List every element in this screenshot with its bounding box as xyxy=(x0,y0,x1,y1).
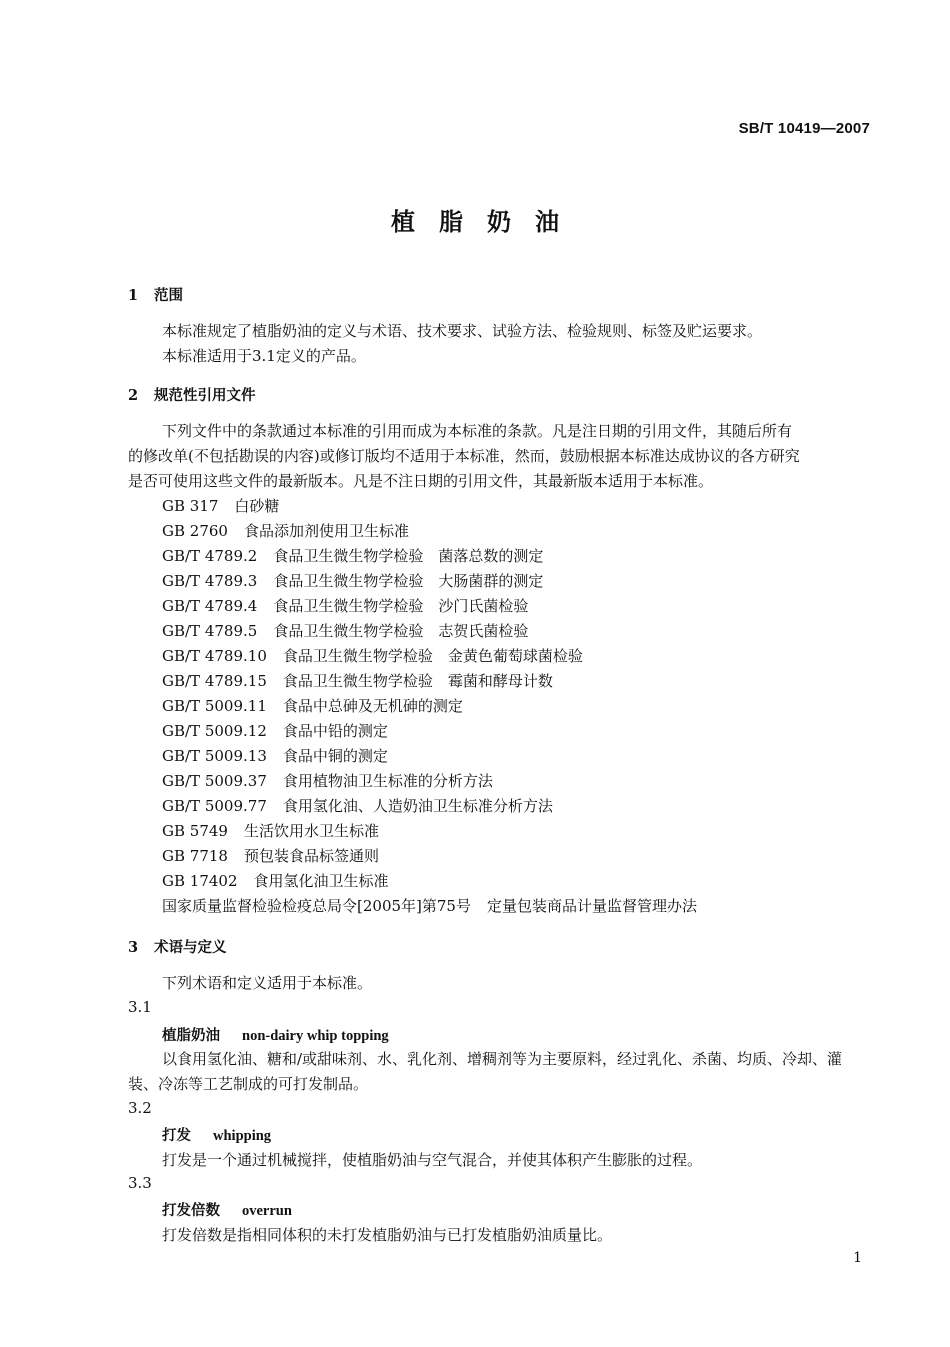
reference-item xyxy=(162,570,543,591)
reference-item xyxy=(162,495,279,516)
reference-name: 食品卫生微生物学检验 霉菌和酵母计数 xyxy=(282,672,553,690)
reference-code: GB/T 4789.2 xyxy=(162,547,258,565)
reference-name: 定量包装商品计量监督管理办法 xyxy=(486,897,697,915)
reference-item xyxy=(162,820,379,841)
reference-code: GB 7718 xyxy=(162,847,228,865)
reference-name: 食用植物油卫生标准的分析方法 xyxy=(282,772,493,790)
reference-item xyxy=(162,695,463,716)
term-en: whipping xyxy=(213,1128,272,1144)
reference-name: 食品添加剂使用卫生标准 xyxy=(243,522,409,540)
section-title: 范围 xyxy=(154,287,183,304)
reference-item xyxy=(162,620,528,641)
term-3-3-number: 3.3 xyxy=(128,1174,152,1192)
term-3-1-definition-line-2: 装、冷冻等工艺制成的可打发制品。 xyxy=(128,1075,369,1093)
reference-code: GB 17402 xyxy=(162,872,238,890)
reference-name: 食品中总砷及无机砷的测定 xyxy=(282,697,463,715)
reference-code: GB/T 4789.15 xyxy=(162,672,267,690)
reference-name: 白砂糖 xyxy=(234,497,280,515)
term-zh: 打发 xyxy=(162,1127,191,1144)
section-2-heading xyxy=(128,384,256,405)
term-3-1-number: 3.1 xyxy=(128,998,152,1016)
reference-name: 食用氢化油卫生标准 xyxy=(253,872,389,890)
reference-item xyxy=(162,520,409,541)
reference-code: GB/T 4789.10 xyxy=(162,647,267,665)
reference-code: GB 317 xyxy=(162,497,219,515)
reference-name: 食品卫生微生物学检验 大肠菌群的测定 xyxy=(273,572,544,590)
reference-name: 食品卫生微生物学检验 志贺氏菌检验 xyxy=(273,622,529,640)
reference-item xyxy=(162,770,493,791)
reference-item xyxy=(162,720,388,741)
term-3-2-title xyxy=(162,1124,271,1145)
reference-name: 食品卫生微生物学检验 沙门氏菌检验 xyxy=(273,597,529,615)
section-3-heading xyxy=(128,936,227,957)
references-intro-line-1: 下列文件中的条款通过本标准的引用而成为本标准的条款。凡是注日期的引用文件，其随后所有 xyxy=(162,422,793,440)
reference-item xyxy=(162,795,553,816)
section-number: 3 xyxy=(128,939,139,956)
reference-code: GB 2760 xyxy=(162,522,228,540)
term-3-2-number: 3.2 xyxy=(128,1099,152,1117)
reference-name: 食品中铜的测定 xyxy=(282,747,388,765)
term-3-1-title xyxy=(162,1024,389,1045)
page-number: 1 xyxy=(853,1250,862,1266)
document-title: 植脂奶油 xyxy=(391,207,583,236)
references-intro-line-3: 是否可使用这些文件的最新版本。凡是不注日期的引用文件，其最新版本适用于本标准。 xyxy=(128,472,714,490)
reference-name: 生活饮用水卫生标准 xyxy=(243,822,379,840)
scope-paragraph-2: 本标准适用于3.1定义的产品。 xyxy=(162,347,366,365)
reference-code: GB/T 5009.13 xyxy=(162,747,267,765)
reference-code: GB/T 5009.37 xyxy=(162,772,267,790)
reference-name: 食品中铅的测定 xyxy=(282,722,388,740)
term-3-1-definition-line-1: 以食用氢化油、糖和/或甜味剂、水、乳化剂、增稠剂等为主要原料，经过乳化、杀菌、均质、冷却、灌 xyxy=(162,1050,843,1068)
terms-intro: 下列术语和定义适用于本标准。 xyxy=(162,974,373,992)
reference-name: 食用氢化油、人造奶油卫生标准分析方法 xyxy=(282,797,553,815)
reference-code: 国家质量监督检验检疫总局令[2005年]第75号 xyxy=(162,897,471,915)
reference-name: 预包装食品标签通则 xyxy=(243,847,379,865)
reference-code: GB/T 5009.12 xyxy=(162,722,267,740)
term-en: overrun xyxy=(242,1203,292,1219)
section-number: 2 xyxy=(128,387,139,404)
reference-item xyxy=(162,870,389,891)
reference-code: GB/T 4789.5 xyxy=(162,622,258,640)
term-3-2-definition: 打发是一个通过机械搅拌，使植脂奶油与空气混合，并使其体积产生膨胀的过程。 xyxy=(162,1151,703,1169)
term-3-3-definition: 打发倍数是指相同体积的未打发植脂奶油与已打发植脂奶油质量比。 xyxy=(162,1226,613,1244)
reference-item xyxy=(162,895,697,916)
term-3-3-title xyxy=(162,1199,292,1220)
scope-paragraph-1: 本标准规定了植脂奶油的定义与术语、技术要求、试验方法、检验规则、标签及贮运要求。 xyxy=(162,322,763,340)
section-1-heading xyxy=(128,284,183,305)
section-title: 规范性引用文件 xyxy=(154,387,256,404)
reference-code: GB 5749 xyxy=(162,822,228,840)
standard-code: SB/T 10419—2007 xyxy=(738,120,870,137)
references-intro-line-2: 的修改单(不包括勘误的内容)或修订版均不适用于本标准，然而，鼓励根据本标准达成协议的各方研究 xyxy=(128,447,800,465)
reference-name: 食品卫生微生物学检验 菌落总数的测定 xyxy=(273,547,544,565)
reference-name: 食品卫生微生物学检验 金黄色葡萄球菌检验 xyxy=(282,647,583,665)
term-zh: 植脂奶油 xyxy=(162,1027,220,1044)
reference-item xyxy=(162,545,543,566)
reference-code: GB/T 5009.77 xyxy=(162,797,267,815)
reference-item xyxy=(162,745,388,766)
section-title: 术语与定义 xyxy=(154,939,227,956)
reference-code: GB/T 4789.3 xyxy=(162,572,258,590)
reference-item xyxy=(162,645,583,666)
reference-item xyxy=(162,595,528,616)
reference-code: GB/T 5009.11 xyxy=(162,697,267,715)
reference-code: GB/T 4789.4 xyxy=(162,597,258,615)
term-zh: 打发倍数 xyxy=(162,1202,220,1219)
reference-item xyxy=(162,670,553,691)
section-number: 1 xyxy=(128,287,139,304)
term-en: non-dairy whip topping xyxy=(242,1028,389,1044)
reference-item xyxy=(162,845,379,866)
